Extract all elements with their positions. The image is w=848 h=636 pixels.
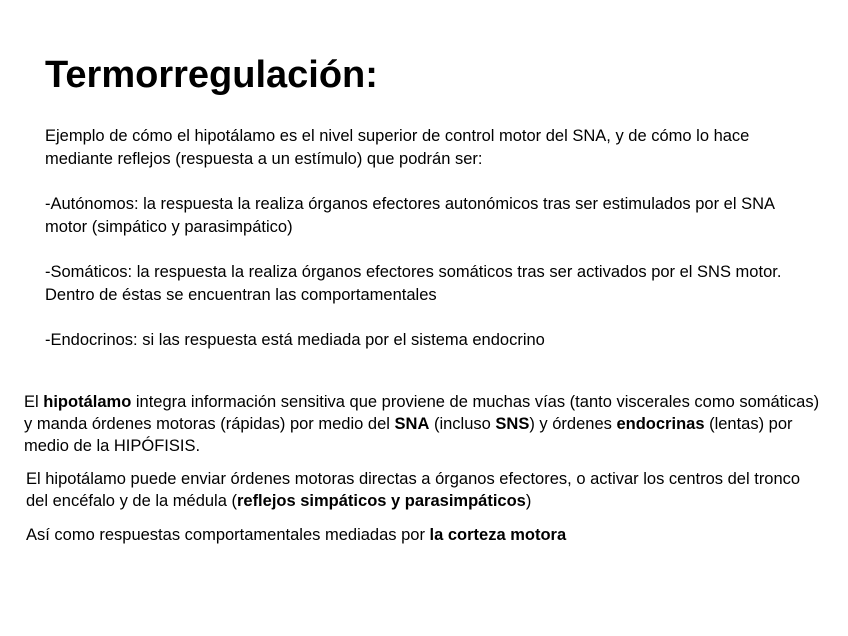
text-span: ) bbox=[525, 492, 532, 510]
text-span: (incluso bbox=[429, 415, 496, 433]
bold-term-sna: SNA bbox=[394, 415, 430, 433]
text-span: integra información sensitiva que proviene de muchas vías (tanto viscerales como somáticas) y manda órdenes motoras (rápidas) por medio del bbox=[24, 393, 820, 433]
slide-title: Termorregulación: bbox=[45, 54, 378, 96]
intro-paragraph: Ejemplo de cómo el hipotálamo es el nivel superior de control motor del SNA, y de cómo lo hace mediante reflejos (respuesta a un estímulo) que podrán ser: bbox=[45, 127, 750, 168]
text-span: Así como respuestas comportamentales mediadas por bbox=[26, 526, 430, 544]
hypothalamus-paragraph bbox=[24, 391, 824, 457]
text-span: ) y órdenes bbox=[529, 415, 617, 433]
bold-term-endocrinas: endocrinas bbox=[616, 415, 705, 433]
bold-term-hipotalamo: hipotálamo bbox=[43, 393, 132, 411]
somatic-item: -Somáticos: la respuesta la realiza órganos efectores somáticos tras ser activados por el SNS motor. Dentro de éstas se encuentran las comportamentales bbox=[45, 263, 782, 304]
motor-orders-paragraph bbox=[26, 468, 816, 512]
bold-term-reflejos: reflejos simpáticos y parasimpáticos bbox=[236, 492, 526, 510]
intro-block bbox=[45, 125, 820, 352]
endocrine-item: -Endocrinos: si las respuesta está mediada por el sistema endocrino bbox=[45, 331, 545, 349]
autonomic-item: -Autónomos: la respuesta la realiza órganos efectores autonómicos tras ser estimulados por el SNA motor (simpático y parasimpático) bbox=[45, 195, 775, 236]
text-span: El hipotálamo puede enviar órdenes motoras directas a órganos efectores, o activar los centros del tronco del encéfalo y de la médula ( bbox=[26, 470, 801, 510]
bold-term-sns: SNS bbox=[495, 415, 530, 433]
behavioral-paragraph bbox=[26, 524, 816, 546]
bold-term-corteza: la corteza motora bbox=[429, 526, 567, 544]
text-span: (lentas) por medio de la HIPÓFISIS. bbox=[24, 415, 793, 455]
text-span: El bbox=[24, 393, 44, 411]
